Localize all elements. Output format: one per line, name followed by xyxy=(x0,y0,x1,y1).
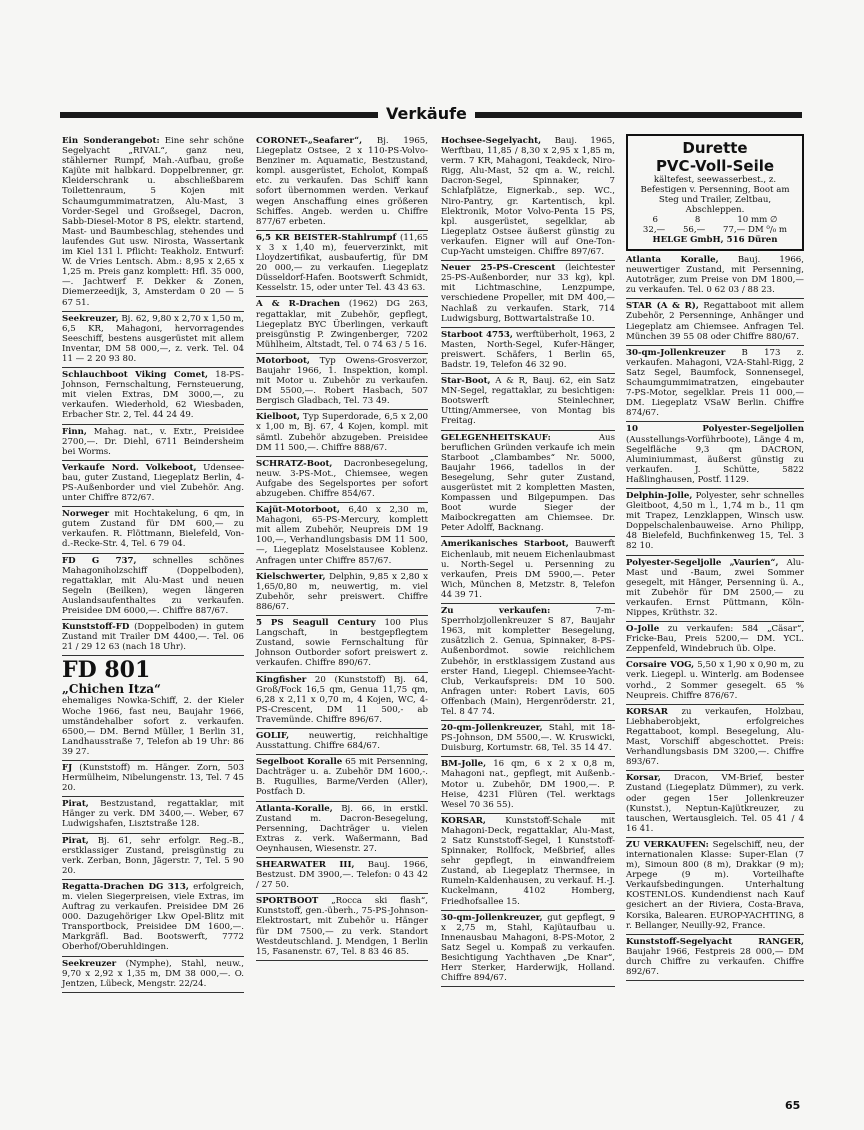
ad-text: Typ Owens-Grosverzor, Baujahr 1966, 1. Inspektion, kompl. mit Motor u. Zubehör zu verkaufen. DM 5500,—. Robert Hasbach, 507 Bergisch Gladbach, Tel. 73 49. xyxy=(256,355,429,407)
classified-ad xyxy=(62,554,244,621)
classified-ad xyxy=(441,328,615,374)
ad-text: Dacronbesegelung, neuw. 3-PS-Mot., Chiemsee, wegen Aufgabe des Segelsportes per sofort abzugeben. Chiffre 854/67. xyxy=(256,458,428,499)
classified-ad xyxy=(62,797,244,833)
ad-heading: SPORTBOOT xyxy=(256,896,319,907)
ad-heading: Korsar, xyxy=(626,773,661,784)
classified-ad xyxy=(256,231,428,298)
classified-ad xyxy=(441,374,615,430)
ad-text: Bj. 66, in erstkl. Zustand m. Dacron-Besegelung, Persenning, Dachträger u. vielen Extras z. verk. Waßermann, Bad Oeynhausen, Wiesenstr. 27. xyxy=(256,803,428,854)
classified-ad xyxy=(256,729,428,755)
ad-text: 5,50 x 1,90 x 0,90 m, zu verk. Liegepl. u. Winterlg. am Bodensee vorhd., 2 Sommer gesegelt. 65 % Neupreis. Chiffre 876/67. xyxy=(626,660,805,701)
ad-text: Bestzustand, regattaklar, mit Hänger zu verk. DM 3400,—. Weber, 67 Ludwigshafen, Lisztstraße 128. xyxy=(62,799,244,830)
classified-ad xyxy=(62,957,244,993)
classified-ad xyxy=(256,410,428,456)
ad-text: Stahl, mit 18-PS-Johnson, DM 5500,—. W. Kruswicki, Duisburg, Kortumstr. 68, Tel. 35 14 47. xyxy=(441,723,615,754)
classified-ad xyxy=(256,673,428,729)
ad-heading: GOLIF, xyxy=(256,730,290,741)
section-title: Verkäufe xyxy=(378,104,475,124)
column-3 xyxy=(441,134,615,987)
classified-ad xyxy=(256,755,428,801)
durette-prices xyxy=(634,225,796,235)
ad-text: Bauj. 1966, neuwertiger Zustand, mit Persenning, Autoträger, zum Preise von DM 1800,— zu verkaufen. Tel. 0 62 03 / 88 23. xyxy=(626,255,804,296)
ad-text: Regattaboot mit allem Zubehör, 2 Persenninge, Anhänger und Liegeplatz am Chiemsee. Anfragen Tel. München 39 55 08 oder Chiffre 880/67. xyxy=(626,301,805,342)
price-value: 77,— DM ⁰/₀ m xyxy=(722,225,788,235)
size-value: 8 xyxy=(694,215,701,225)
ad-text: (Doppelboden) in gutem Zustand mit Trailer DM 4400,—. Tel. 06 21 / 29 12 63 (nach 18 Uhr). xyxy=(62,622,245,653)
durette-product: PVC-Voll-Seile xyxy=(655,157,775,175)
classified-ad xyxy=(62,312,244,368)
classified-ad xyxy=(62,368,244,424)
ad-heading: Starboot 4753, xyxy=(441,329,513,340)
ad-heading: 30-qm-Jollenkreuzer xyxy=(626,347,726,358)
classified-ad xyxy=(441,757,615,813)
page-number: 65 xyxy=(785,1099,801,1112)
classified-ad xyxy=(441,431,615,538)
classified-ad xyxy=(62,425,244,461)
ad-text: 20 (Kunststoff) Bj. 64, Groß/Fock 16,5 qm, Genua 11,75 qm, 6,28 x 2,11 x 0,70 m, 4 Kojen, WC, 4-PS-Crescent, DM 11 500,- ab Travemünde. Chiffre 896/67. xyxy=(256,674,428,725)
classified-ad xyxy=(256,858,428,894)
ad-text: (Ausstellungs-Vorführboote), Länge 4 m, Segelfläche 9,3 qm DACRON, Aluminiummast, äußerst günstig zu verkaufen. J. Schütte, 5822 Haßlinghausen, Postf. 1129. xyxy=(626,434,804,485)
column-2 xyxy=(256,134,428,961)
ad-heading: 20-qm-Jollenkreuzer, xyxy=(441,723,543,734)
ad-text: zu verkaufen, Holzbau, Liebhaberobjekt, erfolgreiches Regattaboot, kompl. Besegelung, Alu-Mast, Vorschiff abgeschottet. Preis: Verhandlungsbasis DM 3200,—. Chiffre 893/67. xyxy=(626,706,805,768)
ad-text: Udenseebau, guter Zustand, Liegeplatz Berlin, 4-PS-Außenborder und viel Zubehör. Ang. unter Chiffre 872/67. xyxy=(62,462,244,504)
classified-ad xyxy=(441,134,615,261)
classified-ad xyxy=(62,461,244,507)
ad-text: Bauj. 1966, Bestzust. DM 3900,—. Telefon: 0 43 42 / 27 50. xyxy=(256,860,428,891)
ad-text: Polyester, sehr schnelles Gleitboot, 4,50 m l., 1,74 m b., 11 qm mit Trapez, Lenzklappen, Winsch usw. Doppelschalenbauweise. Arno Philipp, 48 Bielefeld, Buchfinkenweg 15, Tel. 3 82 10. xyxy=(626,490,804,552)
ad-text: Baujahr 1966, Festpreis 28 000,— DM durch Chiffre zu verkaufen. Chiffre 892/67. xyxy=(626,946,804,977)
column-1 xyxy=(62,134,244,993)
ad-text: Bauwerft Eichenlaub, mit neuem Eichenlaubmast u. North-Segel u. Persenning zu verkaufen, Preis DM 5900,—. Peter Wich, München 8, Metzstr. 8, Telefon 44 39 71. xyxy=(441,539,615,600)
ad-heading: Corsaire VOG, xyxy=(626,660,695,671)
ad-text: (11,65 x 3 x 1,40 m), feuerverzinkt, mit Lloydzertifikat, ausbaufertig, für DM 20 000,— zu verkaufen. Liegeplatz Düsseldorf-Hafen. Bootswerft Schmidt, Kesselstr. 15, oder unter Tel. 43 43 63. xyxy=(256,232,428,294)
ad-text: Segelschiff, neu, der internationalen Klasse: Super-Elan (7 m), Simoun 800 (8 m), Drakkar (9 m); Arpege (9 m). Vorteilhafte Verkaufsbedingungen. Unterhaltung KOSTENLOS. Kundendienst nach Kauf gesichert an der Riviera, Costa-Brava, Korsika, Balearen. EUROP-YACHTING, 8 r. Bellanger, Neuilly-92, France. xyxy=(626,839,804,931)
ad-heading: 10 Polyester-Segeljollen xyxy=(626,424,804,435)
ad-text: Aus beruflichen Gründen verkaufe ich mein Starboot „Clambambes“ Nr. 5000, Baujahr 1966, tadellos in der Besegelung, Sehr guter Zustand, ausgerüstet mit 2 kompletten Masten, Kompassen und Bilgepumpen. Das Boot wurde Sieger der Maibockregatten am Chiemsee. Dr. Peter Adolff, Backnang. xyxy=(441,432,615,534)
ad-text: Dracon, VM-Brief, bester Zustand (Liegeplatz Dümmer), zu verk. oder gegen 15er Jollenkreuzer (Kunstst.), Neptun-Kajütkreuzer, zu tauschen, Wertausgleich. Tel. 05 41 / 4 16 41. xyxy=(626,773,804,834)
classified-ad xyxy=(441,261,615,328)
ad-heading: Kunststoff-FD xyxy=(62,622,130,633)
ad-text: Pflicht: Teakholz. Entwurf: W. de Vries Lentsch. Abm.: 8,95 x 2,65 x 1,25 m. Preis ganz komplett: Hfl. 35 000,—. Jachtwerf F. Dekker & Zonen, Diemerzeedijk, 3, Amsterdam 0 20 — 5 67 51. xyxy=(62,247,244,308)
classified-ad xyxy=(62,620,244,656)
classified-ad xyxy=(62,507,244,553)
ad-heading: KORSAR, xyxy=(441,815,486,826)
classified-ad xyxy=(256,457,428,503)
classified-ad xyxy=(256,894,428,961)
ad-heading: Segelboot Koralle xyxy=(256,757,343,768)
ad-heading: ZU VERKAUFEN: xyxy=(626,839,709,850)
ad-heading: Kajüt-Motorboot, xyxy=(256,505,340,516)
ad-text: (leichtester 25-PS-Außenborder, nur 33 kg), kpl. mit Lichtmaschine, Lenzpumpe, verschiedene Propeller, mit DM 400,— Nachlaß zu verkaufen. Stark, 714 Ludwigsburg, Bottwartalstraße 10. xyxy=(441,263,615,324)
ad-text: schnelles schönes Mahagoniholzschiff (Doppelboden), regattaklar, mit Alu-Mast und neuen Segeln (Beilken), wegen längeren Auslandsaufenthaltes zu verkaufen. Preisidee DM 6000,—. Chiffre 887/67. xyxy=(62,555,244,617)
ad-text: ehemaliges Nowka-Schiff, 2. der Kieler Woche 1966, fast neu, Baujahr 1966, umständehalber sofort z. verkaufen. 6500,— DM. Bernd Müller, 1 Berlin 31, Landhausstraße 7, Telefon ab 19 Uhr: 86 39 27. xyxy=(62,696,244,757)
classified-ad xyxy=(626,556,804,623)
classified-ad xyxy=(626,658,804,704)
classified-ad xyxy=(441,911,615,988)
ad-heading: GELEGENHEITSKAUF: xyxy=(441,432,551,443)
ad-text: Bauj. 1965, Werftbau, 11,85 / 8,30 x 2,95 x 1,85 m, verm. 7 KR, Mahagoni, Teakdeck, Niro-Rigg, Alu-Mast, 52 qm a. W., reichl. Dacron-Segel, Spinnaker, 7 Schlafplätze, Eignerkab., sep. WC., Niro-Pantry, gr. Kartentisch, kpl. Elektronik, Motor Volvo-Penta 15 PS, kpl. ausgerüstet, segelklar, ab Liegeplatz Ostsee äußerst günstig zu verkaufen. Eigner will auf One-Ton-Cup-Yacht umsteigen. Chiffre 897/67. xyxy=(441,136,615,258)
ad-text: Bj. 61, sehr erfolgr. Reg.-B., erstklassiger Zustand, preisgünstig zu verk. Zerban, Bonn, Jägerstr. 7, Tel. 5 90 20. xyxy=(62,835,244,876)
ad-text: 100 Plus Langschaft, in bestgepflegtem Zustand, sowie Fernschaltung für Johnson Outborder sofort preiswert z. verkaufen. Chiffre 890/67. xyxy=(256,618,428,669)
ad-heading: Seekreuzer, xyxy=(62,313,119,324)
classified-ad xyxy=(626,489,804,556)
classified-ad xyxy=(256,354,428,410)
durette-sizes xyxy=(634,215,796,225)
classified-ad xyxy=(626,422,804,489)
ad-text: 16 qm, 6 x 2 x 0,8 m, Mahagoni nat., gepflegt, mit Außenb.-Motor u. Zubehör, DM 1900,—. P. Heise, 4231 Flüren (Tel. werktags Wesel 70 36 55). xyxy=(441,759,615,810)
classified-ad xyxy=(256,503,428,570)
ad-heading: SCHRATZ-Boot, xyxy=(256,458,333,469)
durette-company: HELGE GmbH, 516 Düren xyxy=(652,235,778,245)
classified-ad xyxy=(626,838,804,935)
ad-heading: A & R-Drachen xyxy=(256,299,341,310)
classified-ad xyxy=(62,134,244,312)
classified-ad xyxy=(256,802,428,858)
classified-ad xyxy=(626,622,804,658)
ad-heading: Atlanta Koralle, xyxy=(626,255,719,265)
ad-text: 65 mit Persenning, Dachträger u. a. Zubehör DM 1600,-. B. Rugullies, Barme/Verden (Aller), Postfach D. xyxy=(256,757,428,798)
ad-heading: Finn, xyxy=(62,426,87,437)
price-value: 56,— xyxy=(682,225,706,235)
classified-ad xyxy=(256,616,428,672)
ad-text: B 173 z. verkaufen. Mahagoni, V2A-Stahl-Rigg, 2 Satz Segel, Baumfock, Sonnensegel, Schaumgummimatratzen, eingebauter 7-PS-Motor, segelklar. Preis 11 000,— DM. Liegeplatz VSaW Berlin. Chiffre 874/67. xyxy=(626,347,804,419)
durette-brand: Durette xyxy=(682,139,748,157)
ad-text: (Kunststoff) m. Hänger. Zorn, 503 Hermülheim, Nibelungenstr. 13, Tel. 7 45 20. xyxy=(62,762,244,794)
ad-text: 18-PS-Johnson, Fernschaltung, Fernsteuerung, mit vielen Extras, DM 3000,—, zu verkaufen. Wiederhold, 62 Wiesbaden, Erbacher Str. 2, Tel. 44 24 49. xyxy=(62,370,244,421)
classified-ad xyxy=(626,705,804,772)
classified-ad xyxy=(441,814,615,911)
ad-text: (Nymphe), Stahl, neuw., 9,70 x 2,92 x 1,35 m, DM 38 000,—. O. Jentzen, Lübeck, Mengstr. 22/24. xyxy=(62,958,244,989)
ad-text: mit Hochtakelung, 6 qm, in gutem Zustand für DM 600,— zu verkaufen. R. Flöttmann, Bielefeld, Von-d.-Recke-Str. 4, Tel. 6 79 04. xyxy=(62,509,245,550)
ad-heading: Pirat, xyxy=(62,799,89,810)
ad-heading: CORONET-„Seafarer“, xyxy=(256,136,363,146)
column-4 xyxy=(626,134,804,981)
ad-text: Bj. 62, 9,80 x 2,70 x 1,50 m, 6,5 KR, Mahagoni, hervorragendes Seeschiff, bestens ausgerüstet mit allem Inventar, DM 58 000,—, z. verk. Tel. 04 11 — 2 20 93 80. xyxy=(62,313,245,364)
ad-text: gut gepflegt, 9 x 2,75 m, Stahl, Kajütaufbau u. Innenausbau Mahagoni, 8-PS-Motor, 2 Satz Segel u. Kompaß zu verkaufen. Besichtigung Yachthaven „De Knar“, Herr Sterker, Harderwijk, Holland. Chiffre 894/67. xyxy=(441,912,616,984)
ad-text: Mahag. nat., v. Extr., Preisidee 2700,—. Dr. Diehl, 6711 Beindersheim bei Worms. xyxy=(62,426,245,457)
ad-text: Eine sehr schöne Segelyacht „RIVAL“, ganz neu, stählerner Rumpf, Mah.-Aufbau, große Kajüte mit halbkard. Doppelbrenner, gr. Kleiderschrank u. abschließbarem Toilettenraum, 5 Kojen mit Schaumgummimatratzen, Alu-Mast, 3 Vorder-Segel und Großsegel, Dacron, Sabb-Diesel-Motor 8 PS, elektr. startend, Mast- und Baumbeschlag, stehendes und laufendes Gut usw. Nirosta, Wassertank im Kiel 131 l. xyxy=(62,136,245,258)
ad-text: Kunststoff-Schale mit Mahagoni-Deck, regattaklar, Alu-Mast, 2 Satz Kunststoff-Segel, 1 Kunststoff-Spinnaker, Rollfock, Meßbrief, alles sehr gepflegt, in einwandfreiem Zustand, ab Liegeplatz Thermsee, in Rumeln-Kaldenhausen, zu verkauf. H.-J. Kuckelmann, 4102 Homberg, Friedhofsallee 15. xyxy=(441,815,616,907)
ad-heading: Neuer 25-PS-Crescent xyxy=(441,263,556,274)
ad-heading: FJ xyxy=(62,762,73,773)
ad-heading: Polyester-Segeljolle „Vaurien“, xyxy=(626,557,779,568)
classified-ad xyxy=(441,721,615,757)
ad-text: werftüberholt, 1963, 2 Masten, North-Segel, Kufer-Hänger, preiswert. Schäfers, 1 Berlin 65, Badstr. 19, Telefon 46 32 90. xyxy=(441,329,616,370)
classified-ad-featured xyxy=(62,656,244,761)
ad-heading: Amerikanisches Starboot, xyxy=(441,539,569,550)
ad-text: 6,40 x 2,30 m, Mahagoni, 65-PS-Mercury, komplett mit allem Zubehör, Neupreis DM 19 100,—, Verhandlungsbasis DM 11 500,—, Liegeplatz Moselstausee Koblenz. Anfragen unter Chiffre 857/67. xyxy=(256,505,428,566)
ad-heading: Atlanta-Koralle, xyxy=(256,803,333,814)
ad-heading: Kielboot, xyxy=(256,412,300,423)
ad-heading: Ein Sonderangebot: xyxy=(62,136,160,146)
ad-text: Alu-Mast und -Baum, zwei Sommer gesegelt, mit Hänger, Persenning ü. A., mit Zubehör für DM 2500,— zu verkaufen. Ernst Püttmann, Köln-Nippes, Krüthstr. 32. xyxy=(626,557,805,618)
ad-heading: Kunststoff-Segelyacht RANGER, xyxy=(626,936,804,947)
ad-heading: Motorboot, xyxy=(256,355,310,366)
ad-text: (1962) DG 263, regattaklar, mit Zubehör, gepflegt, Liegeplatz BYC Überlingen, verkauft preisgünstig P. Zwingenberger, 7202 Mühlheim, Altstadt, Tel. 0 74 63 / 5 16. xyxy=(256,299,428,350)
ad-text: Bj. 1965, Liegeplatz Ostsee, 2 x 110-PS-Volvo-Benziner m. Aquamatic, Bestzustand, kompl. ausgerüstet, Echolot, Kompaß etc. zu verkaufen. Das Schiff kann sofort übernommen werden. Verkauf wegen Anschaffung eines größeren Schiffes. Angeb. werden u. Chiffre 877/67 erbeten. xyxy=(256,136,428,227)
classified-ad xyxy=(62,761,244,797)
ad-heading: Kingfisher xyxy=(256,674,307,685)
fd-name: „Chichen Itza“ xyxy=(62,682,161,697)
size-value: 6 xyxy=(652,215,658,225)
ad-text: 7-m-Sperrholzjollenkreuzer S 87, Baujahr 1963, mit kompletter Besegelung, zusätzlich 2. Genua, Spinnaker, 8-PS-Außenbordmot. sowie reichlichem Zubehör, in erstklassigem Zustand aus erster Hand, Liegepl. Chiemsee-Yacht-Club, Verkaufspreis: DM 10 500. Anfragen unter: Robert Lavis, 605 Offenbach (Main), Hergenröderstr. 21, Tel. 8 47 74. xyxy=(441,606,615,717)
ad-heading: BM-Jolle, xyxy=(441,759,487,770)
ad-heading: Schlauchboot Viking Comet, xyxy=(62,370,209,381)
ad-heading: Kielschwerter, xyxy=(256,571,326,582)
classified-ad xyxy=(626,299,804,345)
ad-text: neuwertig, reichhaltige Ausstattung. Chiffre 684/67. xyxy=(256,730,428,752)
classified-ad xyxy=(256,297,428,353)
classified-ad xyxy=(441,604,615,721)
classified-ad xyxy=(626,346,804,423)
ad-heading: KORSAR xyxy=(626,706,668,717)
ad-text: A & R, Bauj. 62, ein Satz MN-Segel, regattaklar, zu besichtigen: Bootswerft Steinlechner, Utting/Ammersee, von Montag bis Freitag. xyxy=(441,376,615,427)
ad-heading: STAR (A & R), xyxy=(626,301,699,312)
classified-ad xyxy=(626,935,804,981)
ad-heading: Regatta-Drachen DG 313, xyxy=(62,881,189,892)
classified-ad xyxy=(441,537,615,604)
classified-ad xyxy=(62,834,244,880)
size-value: 10 mm ∅ xyxy=(737,215,778,225)
ad-text: zu verkaufen: 584 „Cäsar“, Fricke-Bau, Preis 5200,— DM. YCL. Zeppenfeld, Windebruch üb. Olpe. xyxy=(626,624,804,655)
ad-heading: SHEARWATER III, xyxy=(256,860,355,870)
fd-title: FD 801 xyxy=(62,657,151,684)
ad-heading: Hochsee-Segelyacht, xyxy=(441,136,542,146)
ad-heading: Verkaufe Nord. Volkeboot, xyxy=(62,462,197,473)
ad-heading: 30-qm-Jollenkreuzer, xyxy=(441,912,543,923)
classified-ad xyxy=(256,134,428,231)
ad-heading: O-Jolle xyxy=(626,624,660,635)
ad-heading: 5 PS Seagull Century xyxy=(256,618,376,629)
price-value: 32,— xyxy=(642,225,666,235)
ad-text: erfolgreich, m. vielen Siegerpreisen, viele Extras, im Auftrag zu verkaufen. Preisidee DM 26 000. Dazugehöriger Lkw Opel-Blitz mit Transportbock, Preisidee DM 1600,—. Markgräfl. Bad. Bootswerft, 7772 Oberhof/Oberuhldingen. xyxy=(62,881,244,953)
ad-heading: Norweger xyxy=(62,509,109,520)
ad-heading: Seekreuzer xyxy=(62,958,117,969)
ad-heading: Pirat, xyxy=(62,835,89,846)
ad-heading: FD G 737, xyxy=(62,555,137,566)
durette-description: kältefest, seewasserbest., z. Befestigen v. Persenning, Boot am Steg und Trailer, Zeltbau, Abschleppen. xyxy=(640,175,790,215)
ad-text: „Rocca ski flash“, Kunststoff, gen.-überh., 75-PS-Johnson-Elektrostart, mit Zubehör u. Hänger für DM 7500,— zu verk. Standort Westdeutschland. J. Mendgen, 1 Berlin 15, Fasanenstr. 67, Tel. 8 83 46 85. xyxy=(256,896,428,957)
ad-heading: Star-Boot, xyxy=(441,376,491,387)
ad-text: Delphin, 9,85 x 2,80 x 1,65/0,80 m, neuwertig, m. viel Zubehör, sehr preiswert. Chiffre 886/67. xyxy=(256,571,429,612)
classified-ad xyxy=(256,570,428,616)
classified-ad xyxy=(626,771,804,838)
classified-ad xyxy=(62,880,244,957)
ad-heading: 6,5 KR BEISTER-Stahlrumpf xyxy=(256,232,397,243)
classified-ad xyxy=(626,253,804,299)
section-header xyxy=(60,104,802,126)
ad-text: Typ Superdorade, 6,5 x 2,00 x 1,00 m, Bj. 67, 4 Kojen, kompl. mit sämtl. Zubehör abzugeben. Preisidee DM 11 500,—. Chiffre 888/67. xyxy=(256,412,429,453)
durette-advertisement xyxy=(626,134,804,251)
ad-heading: Zu verkaufen: xyxy=(441,606,551,617)
ad-heading: Delphin-Jolle, xyxy=(626,490,693,501)
